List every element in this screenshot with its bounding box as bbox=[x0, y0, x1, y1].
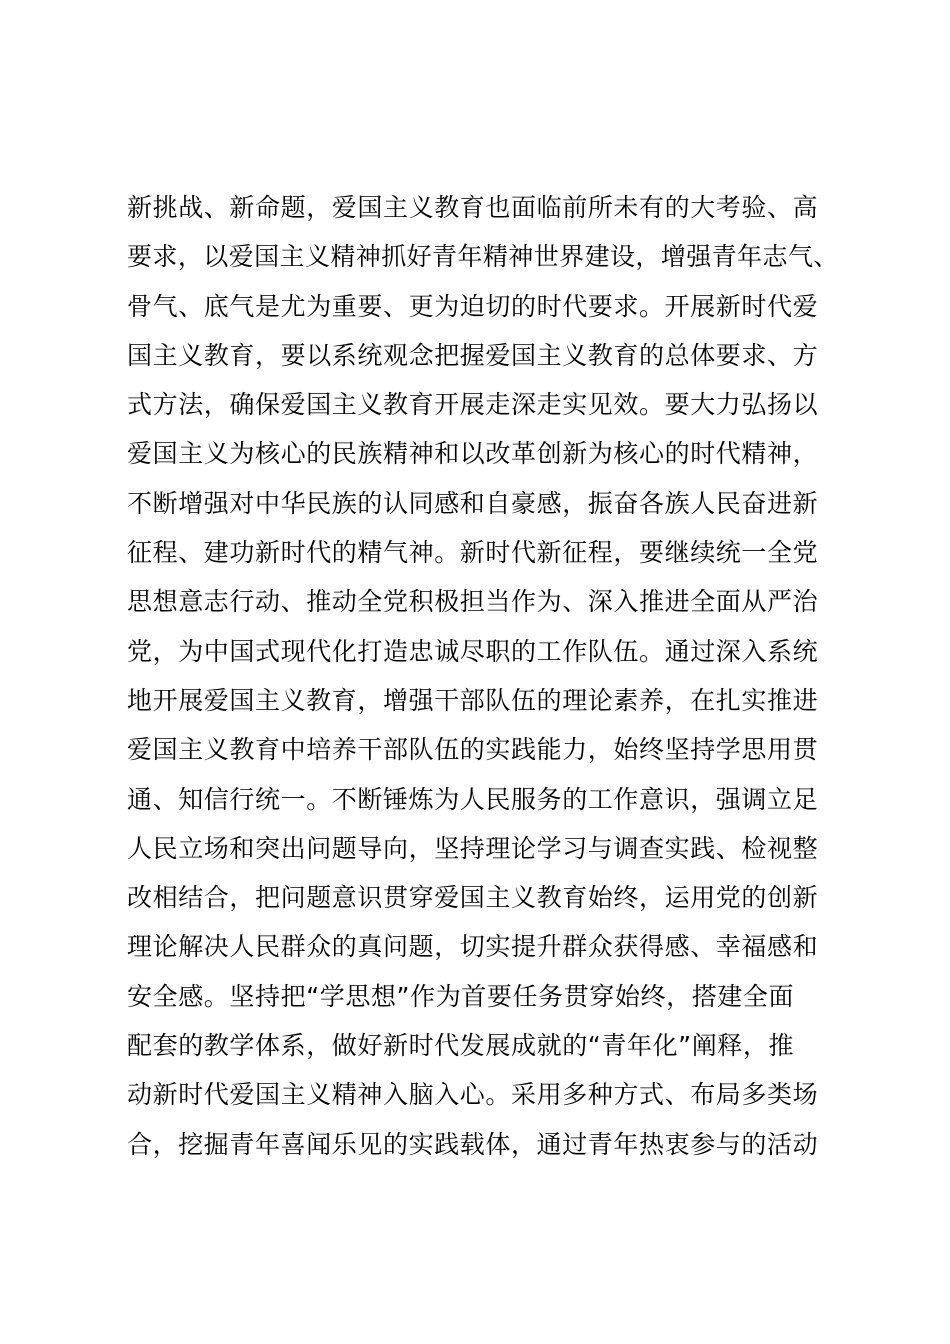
text-line: 人民立场和突出问题导向，坚持理论学习与调查实践、检视整 bbox=[127, 833, 819, 863]
text-line: 不断增强对中华民族的认同感和自豪感，振奋各族人民奋进新 bbox=[127, 488, 819, 518]
text-line: 配套的教学体系，做好新时代发展成就的“青年化”阐释，推 bbox=[127, 1031, 795, 1061]
text-line: 党，为中国式现代化打造忠诚尽职的工作队伍。通过深入系统 bbox=[127, 636, 819, 666]
body-paragraph bbox=[127, 183, 837, 1169]
text-line: 国主义教育，要以系统观念把握爱国主义教育的总体要求、方 bbox=[127, 340, 819, 370]
text-line: 爱国主义教育中培养干部队伍的实践能力，始终坚持学思用贯 bbox=[127, 735, 819, 765]
text-line: 通、知信行统一。不断锤炼为人民服务的工作意识，强调立足 bbox=[127, 784, 819, 814]
text-line: 新挑战、新命题，爱国主义教育也面临前所未有的大考验、高 bbox=[127, 193, 819, 222]
text-line: 地开展爱国主义教育，增强干部队伍的理论素养，在扎实推进 bbox=[127, 685, 819, 715]
text-line: 征程、建功新时代的精气神。新时代新征程，要继续统一全党 bbox=[127, 538, 819, 568]
text-line: 安全感。坚持把“学思想”作为首要任务贯穿始终，搭建全面 bbox=[127, 981, 795, 1011]
text-line: 爱国主义为核心的民族精神和以改革创新为核心的时代精神， bbox=[127, 439, 819, 469]
text-line: 要求，以爱国主义精神抓好青年精神世界建设，增强青年志气、 bbox=[127, 242, 839, 272]
text-line: 思想意志行动、推动全党积极担当作为、深入推进全面从严治 bbox=[127, 587, 819, 617]
text-line: 改相结合，把问题意识贯穿爱国主义教育始终，运用党的创新 bbox=[127, 883, 819, 913]
text-line: 式方法，确保爱国主义教育开展走深走实见效。要大力弘扬以 bbox=[127, 390, 819, 420]
text-line: 理论解决人民群众的真问题，切实提升群众获得感、幸福感和 bbox=[127, 932, 819, 962]
text-line: 动新时代爱国主义精神入脑入心。采用多种方式、布局多类场 bbox=[127, 1080, 819, 1110]
text-line: 合，挖掘青年喜闻乐见的实践载体，通过青年热衷参与的活动 bbox=[127, 1129, 819, 1159]
text-line: 骨气、底气是尤为重要、更为迫切的时代要求。开展新时代爱 bbox=[127, 291, 819, 321]
